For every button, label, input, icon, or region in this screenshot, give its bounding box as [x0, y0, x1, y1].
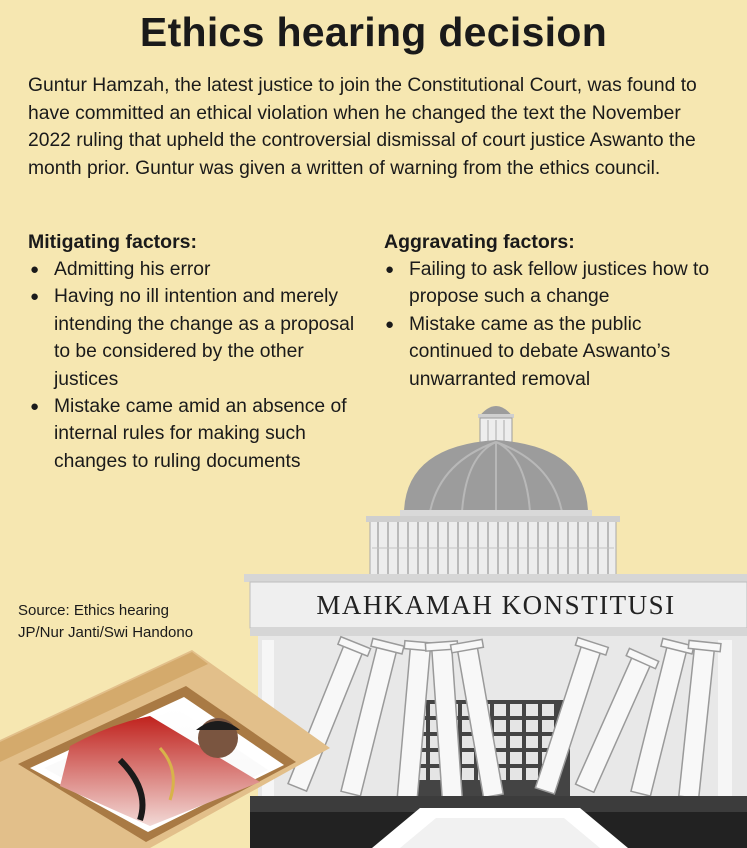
page-title: Ethics hearing decision [139, 9, 608, 55]
dome [400, 440, 592, 518]
source-line: Source: Ethics hearing [18, 602, 169, 619]
aggravating-heading: Aggravating factors: [384, 231, 575, 253]
mitigating-heading: Mitigating factors: [28, 231, 197, 253]
intro-paragraph: Guntur Hamzah, the latest justice to join the Constitutional Court, was found to have committed an ethical violation when he changed the text the November 2022 ruling that upheld the controversial dismissal of court justice Aswanto the month prior. Guntur was given a written of warning from the ethics council. [28, 75, 697, 179]
list-item: ● Mistake came as the public continued to debate Aswanto’s unwarranted removal [385, 311, 715, 393]
list-item: ● Having no ill intention and merely intending the change as a proposal to be considered by the other justices [30, 283, 360, 393]
drum-colonnade [366, 516, 620, 578]
court-sign: MAHKAMAH KONSTITUSI [316, 590, 676, 620]
byline: JP/Nur Janti/Swi Handono [18, 624, 194, 641]
dome-lantern [478, 406, 514, 442]
source-credits [18, 600, 193, 644]
list-item: ● Admitting his error [30, 256, 360, 283]
list-item: ● Failing to ask fellow justices how to propose such a change [385, 256, 715, 311]
list-item: ● Mistake came amid an absence of internal rules for making such changes to ruling documents [30, 393, 360, 475]
building-base [250, 796, 747, 848]
